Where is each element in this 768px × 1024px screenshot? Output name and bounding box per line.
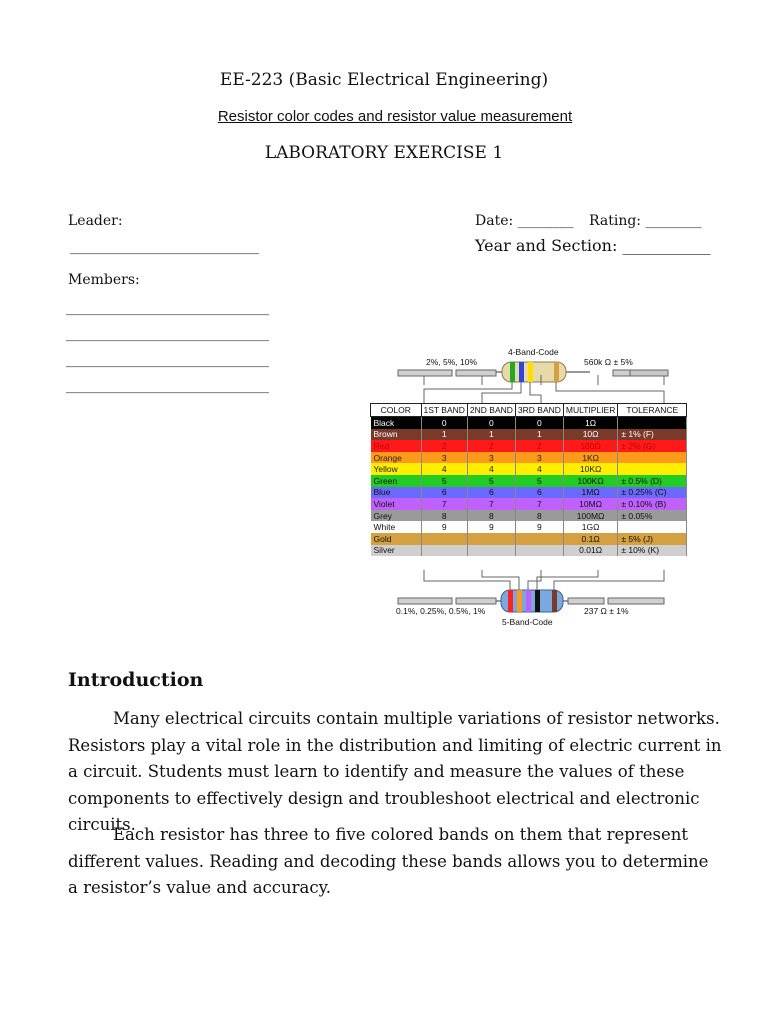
multiplier-cell: 0.1Ω [563, 533, 617, 545]
band1-cell: 5 [421, 475, 467, 487]
multiplier-cell: 0.01Ω [563, 545, 617, 557]
color-name-cell: Grey [371, 510, 422, 522]
col-color: COLOR [371, 404, 422, 417]
multiplier-cell: 100KΩ [563, 475, 617, 487]
color-name-cell: White [371, 521, 422, 533]
tolerance-cell [618, 452, 687, 464]
color-name-cell: Brown [371, 429, 422, 441]
multiplier-cell: 1GΩ [563, 521, 617, 533]
band2-cell: 3 [467, 452, 515, 464]
table-row [371, 452, 687, 464]
tolerance-cell: ± 2% (G) [618, 440, 687, 452]
color-name-cell: Violet [371, 498, 422, 510]
color-name-cell: Yellow [371, 463, 422, 475]
five-band-left-note: 0.1%, 0.25%, 0.5%, 1% [396, 606, 486, 616]
multiplier-cell: 100Ω [563, 440, 617, 452]
band1-cell: 2 [421, 440, 467, 452]
color-name-cell: Red [371, 440, 422, 452]
band1-cell: 1 [421, 429, 467, 441]
table-row [371, 429, 687, 441]
tolerance-cell: ± 0.25% (C) [618, 487, 687, 499]
band3-cell: 3 [515, 452, 563, 464]
band2-cell: 0 [467, 417, 515, 429]
leader-label: Leader: [68, 213, 123, 229]
band2-cell: 9 [467, 521, 515, 533]
band3-cell: 2 [515, 440, 563, 452]
tolerance-cell [618, 417, 687, 429]
band2-cell: 1 [467, 429, 515, 441]
table-row [371, 498, 687, 510]
rating-label[interactable]: Rating: ________ [589, 213, 702, 229]
four-band-right-note: 560k Ω ± 5% [584, 357, 633, 367]
band1-cell: 3 [421, 452, 467, 464]
band3-cell: 5 [515, 475, 563, 487]
band1-cell: 4 [421, 463, 467, 475]
lab-exercise-title: LABORATORY EXERCISE 1 [264, 143, 504, 163]
intro-paragraph-2-text: Each resistor has three to five colored bands on them that represent different values. Reading and decoding these bands allows you to determine a resistor’s value and accuracy. [68, 825, 709, 897]
band1-cell: 8 [421, 510, 467, 522]
table-row [371, 475, 687, 487]
four-band-title: 4-Band-Code [508, 347, 559, 357]
intro-paragraph-1-text: Many electrical circuits contain multiple variations of resistor networks. Resistors play a vital role in the distribution and limiting of electric current in a circuit. Students must learn to identify and measure the values of these components to effectively design and troubleshoot electrical and electronic circuits. [68, 709, 722, 834]
band2-cell [467, 533, 515, 545]
band3-cell: 9 [515, 521, 563, 533]
four-band-left-note: 2%, 5%, 10% [426, 357, 478, 367]
table-row [371, 533, 687, 545]
leader-line[interactable]: ___________________________ [70, 239, 259, 255]
multiplier-cell: 1KΩ [563, 452, 617, 464]
col-band3: 3RD BAND [515, 404, 563, 417]
color-name-cell: Silver [371, 545, 422, 557]
color-name-cell: Green [371, 475, 422, 487]
member-line[interactable]: _____________________________ [66, 300, 269, 316]
band1-cell: 0 [421, 417, 467, 429]
resistor-color-code-chart [368, 345, 700, 630]
five-band-title: 5-Band-Code [502, 617, 553, 627]
tolerance-cell: ± 0.05% [618, 510, 687, 522]
band2-cell: 4 [467, 463, 515, 475]
table-row [371, 487, 687, 499]
band2-cell: 5 [467, 475, 515, 487]
table-row [371, 521, 687, 533]
year-section-label[interactable]: Year and Section: ___________ [475, 236, 711, 255]
band2-cell [467, 545, 515, 557]
tolerance-cell: ± 0.10% (B) [618, 498, 687, 510]
table-row [371, 510, 687, 522]
band2-cell: 8 [467, 510, 515, 522]
band1-cell: 6 [421, 487, 467, 499]
band3-cell: 1 [515, 429, 563, 441]
col-tolerance: TOLERANCE [618, 404, 687, 417]
table-row [371, 463, 687, 475]
tolerance-cell: ± 10% (K) [618, 545, 687, 557]
col-multiplier: MULTIPLIER [563, 404, 617, 417]
table-row [371, 417, 687, 429]
band3-cell: 6 [515, 487, 563, 499]
band1-cell [421, 533, 467, 545]
col-band1: 1ST BAND [421, 404, 467, 417]
band1-cell: 9 [421, 521, 467, 533]
multiplier-cell: 10KΩ [563, 463, 617, 475]
multiplier-cell: 10MΩ [563, 498, 617, 510]
multiplier-cell: 1Ω [563, 417, 617, 429]
tolerance-cell [618, 521, 687, 533]
five-band-right-note: 237 Ω ± 1% [584, 606, 629, 616]
course-title: EE-223 (Basic Electrical Engineering) [219, 70, 549, 90]
band2-cell: 2 [467, 440, 515, 452]
band3-cell: 8 [515, 510, 563, 522]
band3-cell: 0 [515, 417, 563, 429]
multiplier-cell: 10Ω [563, 429, 617, 441]
color-code-table [370, 403, 687, 556]
table-row [371, 545, 687, 557]
band2-cell: 7 [467, 498, 515, 510]
col-band2: 2ND BAND [467, 404, 515, 417]
color-name-cell: Gold [371, 533, 422, 545]
tolerance-cell: ± 5% (J) [618, 533, 687, 545]
table-header-row [371, 404, 687, 417]
band3-cell [515, 533, 563, 545]
date-label[interactable]: Date: ________ [475, 213, 574, 229]
table-row [371, 440, 687, 452]
band2-cell: 6 [467, 487, 515, 499]
color-name-cell: Orange [371, 452, 422, 464]
multiplier-cell: 100MΩ [563, 510, 617, 522]
band3-cell: 4 [515, 463, 563, 475]
member-line[interactable]: _____________________________ [66, 352, 269, 368]
tolerance-cell: ± 0.5% (D) [618, 475, 687, 487]
band3-cell [515, 545, 563, 557]
intro-paragraph-2 [68, 822, 723, 902]
exercise-subtitle: Resistor color codes and resistor value measurement [217, 108, 573, 125]
tolerance-cell [618, 463, 687, 475]
band1-cell: 7 [421, 498, 467, 510]
member-line[interactable]: _____________________________ [66, 326, 269, 342]
tolerance-cell: ± 1% (F) [618, 429, 687, 441]
members-label: Members: [68, 272, 140, 288]
color-name-cell: Blue [371, 487, 422, 499]
band3-cell: 7 [515, 498, 563, 510]
introduction-heading: Introduction [68, 669, 204, 691]
intro-paragraph-1 [68, 706, 723, 839]
color-name-cell: Black [371, 417, 422, 429]
multiplier-cell: 1MΩ [563, 487, 617, 499]
member-line[interactable]: _____________________________ [66, 378, 269, 394]
band1-cell [421, 545, 467, 557]
